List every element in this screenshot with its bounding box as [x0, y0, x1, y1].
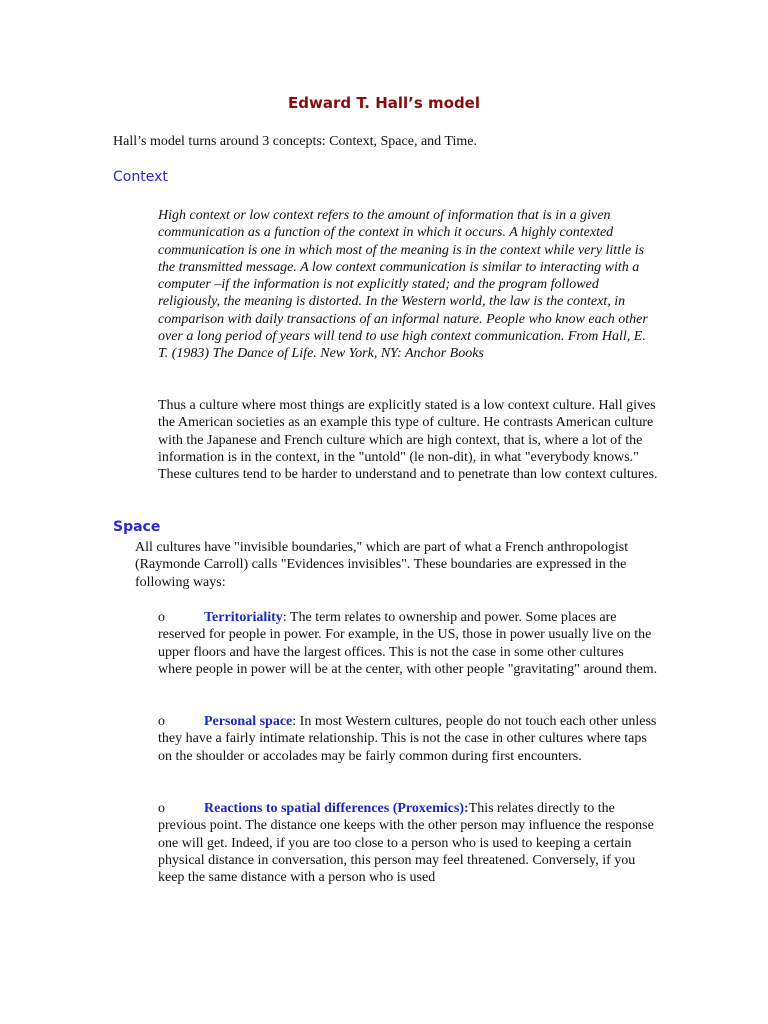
bullet-marker: o: [158, 714, 165, 729]
term-proxemics: Reactions to spatial differences (Proxemics):: [204, 801, 469, 816]
space-intro-paragraph: All cultures have "invisible boundaries," which are part of what a French anthropologist (Raymonde Carroll) calls "Evidences invisibles". These boundaries are expressed in the following ways:: [135, 540, 629, 590]
list-item-personal-space: [158, 713, 660, 765]
term-personal-space: Personal space: [204, 714, 293, 729]
space-heading: Space: [113, 519, 161, 535]
context-quote: High context or low context refers to the amount of information that is in a given communication as a function of the context in which it occurs. A highly contexted communication is one in which most of the meaning is in the context while very little is the transmitted message. A low context communication is similar to interacting with a computer –if the information is not explicitly stated; and the program followed religiously, the meaning is distorted. In the Western world, the law is the context, in comparison with daily transactions of an informal nature. People who know each other over a long period of years will tend to use high context communication. From Hall, E. T. (1983) The Dance of Life. New York, NY: Anchor Books: [158, 208, 648, 362]
bullet-marker: o: [158, 610, 165, 625]
item-text: The term relates to ownership and power. Some places are reserved for people in power. For example, in the US, those in power usually live on the upper floors and have the largest offices. This is not the case in some other cultures where people in power will be at the center, with other people "gravitating" around them.: [158, 610, 658, 677]
context-paragraph: Thus a culture where most things are explicitly stated is a low context culture. Hall gives the American societies as an example this type of culture. He contrasts American culture with the Japanese and French culture which are high context, that is, where a lot of the information is in the context, in the "untold" (le non-dit), in what "everybody knows." These cultures tend to be harder to understand and to penetrate than low context cultures.: [158, 398, 658, 483]
bullet-marker: o: [158, 801, 165, 816]
intro-paragraph: Hall’s model turns around 3 concepts: Context, Space, and Time.: [113, 134, 477, 149]
list-item-territoriality: [158, 609, 660, 678]
context-heading: Context: [113, 169, 168, 185]
list-item-proxemics: [158, 800, 660, 886]
term-separator: :: [282, 610, 287, 625]
document-title: Edward T. Hall’s model: [288, 94, 480, 112]
item-text: This relates directly to the previous point. The distance one keeps with the other person may influence the response one will get. Indeed, if you are too close to a person who is used to keeping a certain physical distance in conversation, this person may feel threatened. Conversely, if you keep the same distance with a person who is used: [158, 801, 654, 886]
term-territoriality: Territoriality: [204, 610, 283, 625]
term-separator: :: [292, 714, 297, 729]
item-text: In most Western cultures, people do not touch each other unless they have a fairly intimate relationship. This is not the case in other cultures where taps on the shoulder or accolades may be fairly common during first encounters.: [158, 714, 657, 764]
